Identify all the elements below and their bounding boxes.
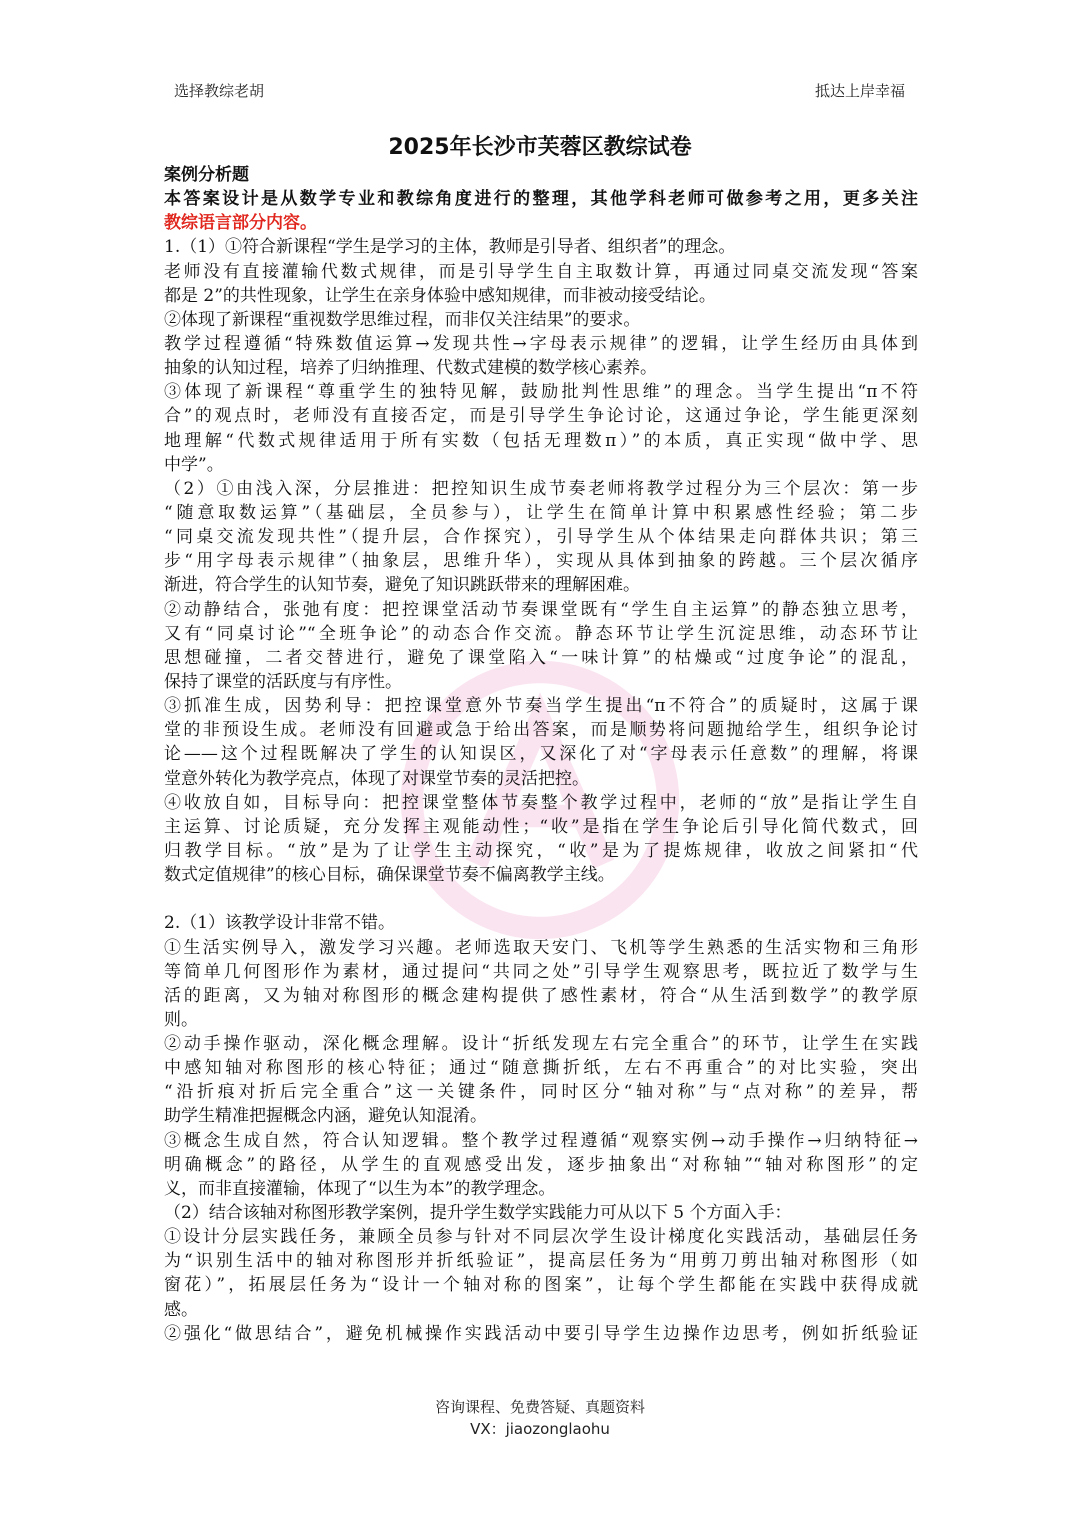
header-right-text: 抵达上岸幸福 (815, 82, 906, 100)
text-line: （2）结合该轴对称图形教学案例，提升学生数学实践能力可从以下 5 个方面入手： (164, 1203, 792, 1224)
text-line: 步“用字母表示规律”（抽象层，思维升华），实现从具体到抽象的跨越。三个层次循序 (164, 551, 918, 572)
text-line: 1.（1）①符合新课程“学生是学习的主体，教师是引导者、组织者”的理念。 (164, 237, 736, 258)
text-line: ③抓准生成，因势利导：把控课堂意外节奏当学生提出“π不符合”的质疑时，这属于课 (164, 696, 918, 717)
text-line: 窗花）”，拓展层任务为“设计一个轴对称的图案”，让每个学生都能在实践中获得成就 (164, 1275, 918, 1296)
text-line: ①生活实例导入，激发学习兴趣。老师选取天安门、飞机等学生熟悉的生活实物和三角形 (164, 937, 918, 958)
text-line: 助学生精准把握概念内涵，避免认知混淆。 (164, 1106, 487, 1127)
text-line: 活的距离，又为轴对称图形的概念建构提供了感性素材，符合“从生活到数学”的教学原 (164, 985, 918, 1006)
text-line: 抽象的认知过程，培养了归纳推理、代数式建模的数学核心素养。 (164, 358, 657, 379)
page-title: 2025年长沙市芙蓉区教综试卷 (388, 135, 692, 160)
text-line: 地理解“代数式规律适用于所有实数（包括无理数π）”的本质，真正实现“做中学、思 (164, 430, 918, 451)
text-line: 数式定值规律”的核心目标，确保课堂节奏不偏离教学主线。 (164, 865, 615, 886)
text-line: 归教学目标。“放”是为了让学生主动探究，“收”是为了提炼规律，收放之间紧扣“代 (164, 840, 918, 861)
question-2-block (164, 911, 918, 1346)
text-line: “沿折痕对折后完全重合”这一关键条件，同时区分“轴对称”与“点对称”的差异，帮 (164, 1082, 918, 1103)
text-line: 教综语言部分内容。 (164, 213, 317, 234)
text-line: 中感知轴对称图形的核心特征；通过“随意撕折纸，左右不再重合”的对比实验，突出 (164, 1058, 918, 1079)
text-line: 堂意外转化为教学亮点，体现了对课堂节奏的灵活把控。 (164, 768, 589, 789)
text-line: 都是 2”的共性现象，让学生在亲身体验中感知规律，而非被动接受结论。 (164, 285, 716, 306)
text-line: 为“识别生活中的轴对称图形并折纸验证”，提高层任务为“用剪刀剪出轴对称图形（如 (164, 1251, 918, 1272)
footer-promo-text: 咨询课程、免费答疑、真题资料 (434, 1398, 645, 1416)
paragraph-gap (164, 887, 918, 911)
text-line: 2.（1）该教学设计非常不错。 (164, 913, 396, 934)
text-line: ①设计分层实践任务，兼顾全员参与针对不同层次学生设计梯度化实践活动，基础层任务 (164, 1227, 918, 1248)
text-line: ②动手操作驱动，深化概念理解。设计“折纸发现左右完全重合”的环节，让学生在实践 (164, 1034, 918, 1055)
note-block (164, 187, 918, 235)
text-line: 堂的非预设生成。老师没有回避或急于给出答案，而是顺势将问题抛给学生，组织争论讨 (164, 720, 918, 741)
section-title: 案例分析题 (164, 165, 249, 185)
text-line: ②体现了新课程“重视数学思维过程，而非仅关注结果”的要求。 (164, 309, 641, 330)
text-line: 老师没有直接灌输代数式规律，而是引导学生自主取数计算，再通过同桌交流发现“答案 (164, 261, 918, 282)
text-line: 明确概念”的路径，从学生的直观感受出发，逐步抽象出“对称轴”“轴对称图形”的定 (164, 1154, 918, 1175)
text-line: 等简单几何图形作为素材，通过提问“共同之处”引导学生观察思考，既拉近了数学与生 (164, 961, 918, 982)
text-line: 教学过程遵循“特殊数值运算→发现共性→字母表示规律”的逻辑，让学生经历由具体到 (164, 333, 918, 354)
document-body (164, 163, 918, 1346)
text-line: 思想碰撞，二者交替进行，避免了课堂陷入“一味计算”的枯燥或“过度争论”的混乱， (164, 647, 918, 668)
text-line: 则。 (164, 1009, 198, 1030)
text-line: 合”的观点时，老师没有直接否定，而是引导学生争论讨论，这通过争论，学生能更深刻 (164, 406, 918, 427)
text-line: 保持了课堂的活跃度与有序性。 (164, 671, 402, 692)
header-left-text: 选择教综老胡 (174, 82, 265, 100)
question-1-block (164, 235, 918, 887)
text-line: 又有“同桌讨论”“全班争论”的动态合作交流。静态环节让学生沉淀思维，动态环节让 (164, 623, 918, 644)
text-line: ③体现了新课程“尊重学生的独特见解，鼓励批判性思维”的理念。当学生提出“π不符 (164, 382, 918, 403)
text-line: （2）①由浅入深，分层推进：把控知识生成节奏老师将教学过程分为三个层次：第一步 (164, 478, 918, 499)
text-line: ②动静结合，张弛有度：把控课堂活动节奏课堂既有“学生自主运算”的静态独立思考， (164, 599, 918, 620)
text-line: 义，而非直接灌输，体现了“以生为本”的教学理念。 (164, 1178, 556, 1199)
text-line: 感。 (164, 1299, 198, 1320)
footer-wechat-id: VX：jiaozonglaohu (470, 1420, 610, 1438)
text-line: ②强化“做思结合”，避免机械操作实践活动中要引导学生边操作边思考，例如折纸验证 (164, 1323, 918, 1344)
text-line: 主运算、讨论质疑，充分发挥主观能动性；“收”是指在学生争论后引导化简代数式，回 (164, 816, 918, 837)
text-line: ③概念生成自然，符合认知逻辑。整个教学过程遵循“观察实例→动手操作→归纳特征→ (164, 1130, 918, 1151)
text-line: “同桌交流发现共性”（提升层，合作探究），引导学生从个体结果走向群体共识；第三 (164, 527, 918, 548)
text-line: 渐进，符合学生的认知节奏，避免了知识跳跃带来的理解困难。 (164, 575, 640, 596)
text-line: ④收放自如，目标导向：把控课堂整体节奏整个教学过程中，老师的“放”是指让学生自 (164, 792, 918, 813)
text-line: “随意取数运算”（基础层，全员参与），让学生在简单计算中积累感性经验；第二步 (164, 502, 918, 523)
text-line: 论——这个过程既解决了学生的认知误区，又深化了对“字母表示任意数”的理解，将课 (164, 744, 918, 765)
text-line: 中学”。 (164, 454, 224, 475)
text-line: 本答案设计是从数学专业和教综角度进行的整理，其他学科老师可做参考之用，更多关注 (164, 189, 918, 210)
